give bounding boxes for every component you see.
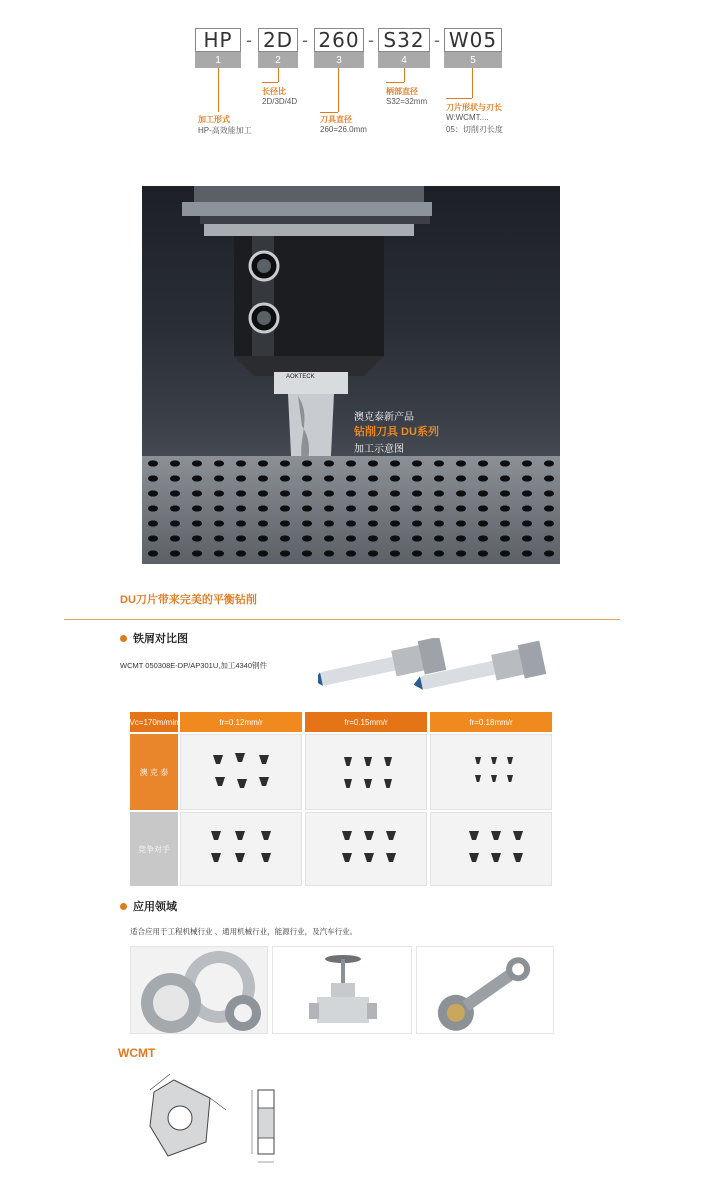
- code-separator: -: [246, 30, 252, 50]
- chip-image-cell: [305, 812, 427, 886]
- code-annotation-label: 柄部直径: [386, 87, 418, 96]
- chip-image-cell: [180, 812, 302, 886]
- chip-image-cell: [180, 734, 302, 810]
- code-num-3: 3: [314, 52, 364, 68]
- application-desc: 适合应用于工程机械行业 、通用机械行业，能源行业，及汽车行业。: [130, 927, 358, 936]
- bullet-dot-icon: [120, 635, 127, 642]
- code-separator: -: [368, 30, 374, 50]
- connecting-rod-image: [416, 946, 554, 1034]
- code-num-5: 5: [444, 52, 502, 68]
- application-heading-text: 应用领域: [133, 901, 177, 913]
- table-col-header: fr=0.18mm/r: [430, 712, 552, 732]
- table-row-header: 澳 克 泰: [130, 734, 178, 810]
- table-col-header: fr=0.12mm/r: [180, 712, 302, 732]
- code-num-2: 2: [258, 52, 298, 68]
- table-corner-cell: Vc=170m/min: [130, 712, 178, 732]
- section-title: DU刀片带来完美的平衡钻削: [120, 594, 257, 606]
- code-separator: -: [302, 30, 308, 50]
- table-col-header: fr=0.15mm/r: [305, 712, 427, 732]
- code-annotation-value: 260=26.0mm: [320, 125, 367, 134]
- code-annotation-label: 加工形式: [198, 115, 230, 124]
- application-heading: [120, 898, 177, 914]
- code-part-5: W05: [444, 28, 502, 52]
- code-annotation-value: HP-高效能加工: [198, 126, 252, 135]
- flange-rings-image: [130, 946, 268, 1034]
- chip-image-cell: [305, 734, 427, 810]
- code-part-4: S32: [378, 28, 430, 52]
- workpiece-plate: [142, 456, 560, 564]
- code-annotation-label: 刀具直径: [320, 115, 352, 124]
- code-annotation-value: 2D/3D/4D: [262, 97, 298, 106]
- chip-image-cell: [430, 734, 552, 810]
- table-row-header: 竞争对手: [130, 812, 178, 886]
- chip-compare-desc: WCMT 050308E-DP/AP301U,加工4340钢件: [120, 661, 268, 670]
- code-annotation-label: 刀片形状与刃长: [446, 103, 502, 112]
- wcmt-title: WCMT: [118, 1046, 156, 1060]
- code-annotation-value: W:WCMT....: [446, 113, 489, 122]
- hero-line-2: 钻削刀具 DU系列: [354, 426, 439, 438]
- chip-compare-heading: [120, 630, 188, 646]
- gate-valve-image: [272, 946, 412, 1034]
- code-separator: -: [434, 30, 440, 50]
- code-part-2: 2D: [258, 28, 298, 52]
- code-part-1: HP: [195, 28, 241, 52]
- code-num-1: 1: [195, 52, 241, 68]
- drill-tools-image: [318, 638, 554, 690]
- chip-compare-heading-text: 铁屑对比图: [133, 633, 188, 645]
- hero-line-3: 加工示意图: [354, 444, 404, 455]
- chip-image-cell: [430, 812, 552, 886]
- code-annotation-value: 05：切削刃长度: [446, 125, 503, 134]
- code-part-3: 260: [314, 28, 364, 52]
- tool-brand-label: AOKTECK: [286, 374, 315, 380]
- code-annotation-value: S32=32mm: [386, 97, 428, 106]
- code-num-4: 4: [378, 52, 430, 68]
- hero-machining-image: [142, 186, 560, 564]
- bullet-dot-icon: [120, 903, 127, 910]
- section-divider: [64, 619, 620, 620]
- hero-line-1: 澳克泰新产品: [354, 412, 414, 423]
- code-annotation-label: 长径比: [262, 87, 286, 96]
- wcmt-insert-drawing: [140, 1070, 300, 1170]
